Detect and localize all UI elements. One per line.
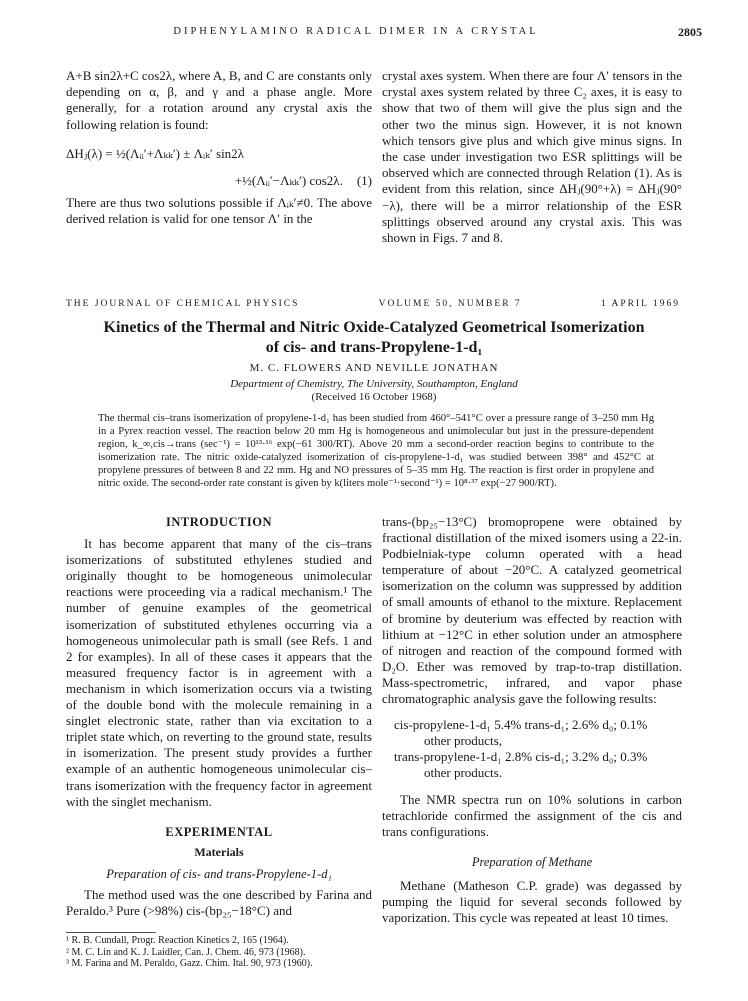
authors: M. C. FLOWERS AND NEVILLE JONATHAN bbox=[249, 362, 499, 374]
article-title-line-2: of cis- and trans-Propylene-1-d₁ bbox=[265, 339, 483, 356]
right-paragraph-1: trans-(bp₂₅−13°C) bromopropene were obtained by fractional distillation of the mixed isomers using a 22-in. Podbielniak-type column operated with a head temperature of about −20°C. A catalyzed geometrical isomerization on the column was suppressed by addition of small amounts of ethanol to the mixture. Replacement of bromine by deuterium was effected by reaction with lithium at −12°C in ether solution under an atmosphere of nitrogen and reaction of the compound formed with D₂O. Ether was removed by trap-to-trap distillation. Mass-spectrometric, infrared, and vapor phase chromatographic analysis gave the following results: bbox=[382, 514, 682, 707]
equation-line-2 bbox=[66, 173, 372, 189]
materials-heading: Materials bbox=[194, 844, 244, 859]
article-title-line-1: Kinetics of the Thermal and Nitric Oxide-Catalyzed Geometrical Isomerization bbox=[103, 319, 645, 336]
page-number: 2805 bbox=[678, 25, 702, 39]
footnote-2: ² M. C. Lin and K. J. Laidler, Can. J. Chem. 46, 973 (1968). bbox=[66, 946, 306, 958]
journal-volume: VOLUME 50, NUMBER 7 bbox=[378, 299, 522, 309]
article-left-column bbox=[66, 514, 372, 919]
article-title bbox=[40, 318, 708, 358]
introduction-text: It has become apparent that many of the cis–trans isomerizations of substituted ethylenes studied and originally thought to be homogeneous unimolecular reactions were proceeding via a radical mechanism.¹ The number of genuine examples of the geometrical isomerization of substituted ethylenes occurring via a homogeneous unimolecular path is small (see Refs. 1 and 2 for examples). In all of these cases it appears that the measured frequency factor is in agreement with a mechanism in which isomerization occurs via a twisting of the double bond with the molecule remaining in a singlet electronic state, rather than via excitation to a triplet state which, on reverting to the ground state, results in isomerization. The present study provides a further example of an authentic homogeneous unimolecular cis–trans isomerization with the frequency factor in agreement with the singlet mechanism. bbox=[66, 536, 372, 809]
prev-left-paragraph-2: There are thus two solutions possible if Λᵢₖ′≠0. The above derived relation is valid for one tensor Λ′ in the bbox=[66, 194, 372, 227]
footnote-rule bbox=[66, 932, 156, 933]
journal-name: THE JOURNAL OF CHEMICAL PHYSICS bbox=[66, 299, 300, 309]
result-1-continued: other products, bbox=[424, 733, 502, 749]
affiliation: Department of Chemistry, The University, Southampton, England bbox=[230, 378, 518, 390]
equation-line-1: ΔHⱼ(λ) = ½(Λᵢᵢ′+Λₖₖ′) ± Λᵢₖ′ sin2λ bbox=[66, 145, 244, 161]
methane-text: Methane (Matheson C.P. grade) was degassed by pumping the liquid for several seconds followed by vaporization. This cycle was repeated at least 10 times. bbox=[382, 877, 682, 926]
introduction-heading: INTRODUCTION bbox=[165, 515, 272, 529]
equation-line-2-text: +½(Λᵢᵢ′−Λₖₖ′) cos2λ. bbox=[234, 172, 343, 188]
prev-right-paragraph: crystal axes system. When there are four Λ′ tensors in the crystal axes system related by three C₂ axes, it is easy to show that two of them will give the plus sign and the other two the minus sign. However, it is not known which tensors give plus and which give minus signs. In the case under investigation two ESR splittings will be observed which are connected through Relation (1). As is evident from this relation, since ΔHⱼ(90°+λ) = ΔHⱼ(90°−λ), there will be a mirror relationship of the ESR splittings observed around any crystal axis. This was shown in Figs. 7 and 8. bbox=[382, 68, 682, 246]
result-2: trans-propylene-1-d₁ 2.8% cis-d₁; 3.2% d₀; 0.3% bbox=[394, 749, 648, 765]
abstract: The thermal cis–trans isomerization of propylene-1-d₁ has been studied from 460°–541°C over a pressure range of 3–250 mm Hg in a Pyrex reaction vessel. The reaction below 20 mm Hg is homogeneous and unimolecular but just in the pressure-dependent region, k_∞,cis→trans (sec⁻¹) = 10¹³·¹⁶ exp(−61 300/RT). Above 20 mm a second-order reaction begins to contribute to the isomerization rate. The nitric oxide-catalyzed isomerization of cis-propylene-1-d₁ was studied between 398° and 452°C at propylene pressures of between 8 and 22 mm. Hg and NO pressures of 5–35 mm Hg. The reaction is first order in propylene and nitric oxide. The second-order rate constant is given by k(liters mole⁻¹·second⁻¹) = 10⁸·³⁷ exp(−27 900/RT). bbox=[98, 413, 654, 489]
preparation-text: The method used was the one described by Farina and Peraldo.³ Pure (>98%) cis-(bp₂₅−18°C) and bbox=[66, 886, 372, 919]
footnote-3: ³ M. Farina and M. Peraldo, Gazz. Chim. Ital. 90, 973 (1960). bbox=[66, 958, 313, 970]
prev-left-paragraph-1: A+B sin2λ+C cos2λ, where A, B, and C are constants only depending on α, β, and γ and a phase angle. More generally, for a rotation around any crystal axis the following relation is found: bbox=[66, 68, 372, 132]
footnote-1: ¹ R. B. Cundall, Progr. Reaction Kinetics 2, 165 (1964). bbox=[66, 935, 289, 946]
running-title: DIPHENYLAMINO RADICAL DIMER IN A CRYSTAL bbox=[173, 26, 539, 37]
equation-number: (1) bbox=[356, 172, 372, 188]
preparation-heading: Preparation of cis- and trans-Propylene-1-d₁ bbox=[106, 866, 332, 881]
footnotes bbox=[66, 935, 388, 970]
journal-line bbox=[66, 299, 680, 309]
experimental-heading: EXPERIMENTAL bbox=[165, 824, 273, 839]
journal-date: 1 APRIL 1969 bbox=[600, 299, 680, 309]
prev-left-column bbox=[66, 68, 372, 227]
article-right-column bbox=[382, 514, 682, 926]
right-paragraph-2: The NMR spectra run on 10% solutions in carbon tetrachloride confirmed the assignment of the cis and trans configurations. bbox=[382, 791, 682, 839]
result-1: cis-propylene-1-d₁ 5.4% trans-d₁; 2.6% d₀; 0.1% bbox=[394, 717, 648, 733]
prev-right-column bbox=[382, 68, 682, 246]
received-date: (Received 16 October 1968) bbox=[311, 391, 437, 403]
results-list bbox=[382, 717, 682, 781]
result-2-continued: other products. bbox=[424, 765, 502, 781]
methane-heading: Preparation of Methane bbox=[471, 854, 593, 869]
